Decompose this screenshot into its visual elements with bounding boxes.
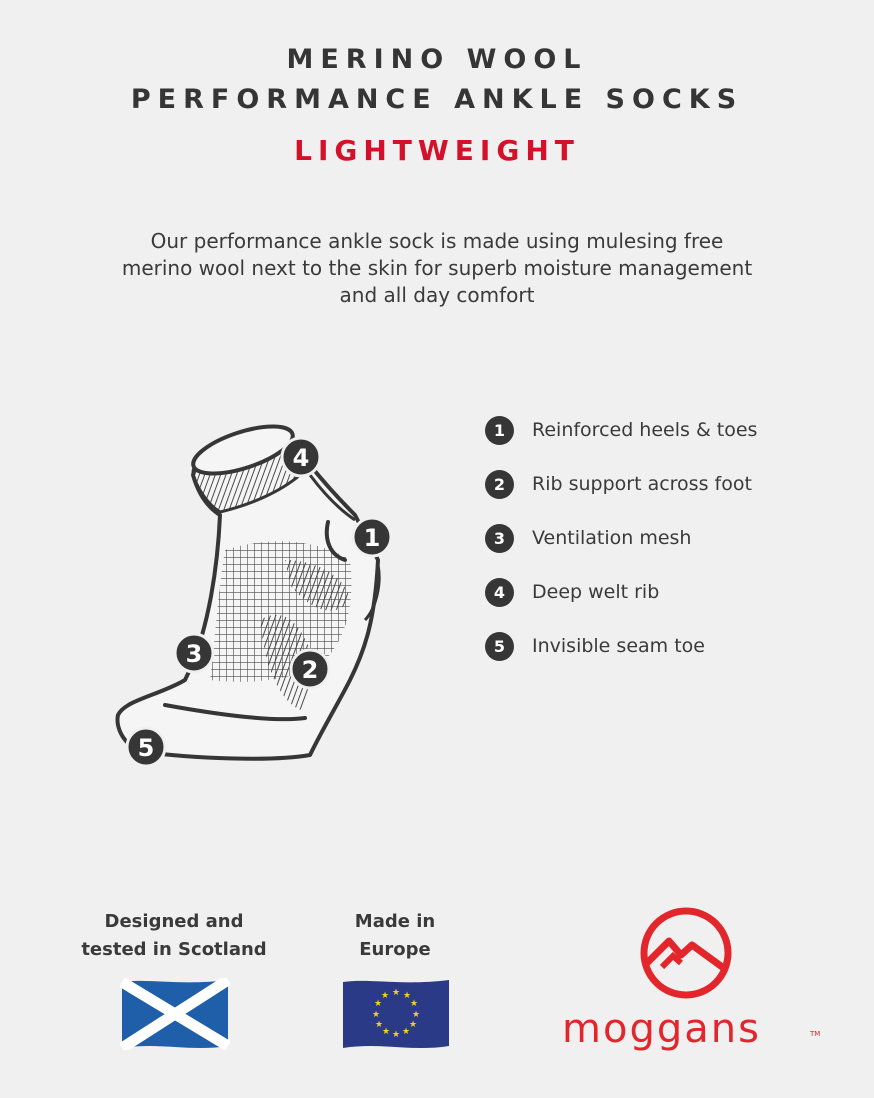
svg-text:★: ★ [381,1027,391,1037]
feature-label: Deep welt rib [532,581,660,603]
svg-text:★: ★ [411,1010,421,1020]
trademark-mark: TM [810,1030,821,1038]
svg-text:★: ★ [391,988,401,998]
svg-text:2: 2 [301,656,319,684]
feature-item [485,619,757,673]
svg-text:★: ★ [371,1010,381,1020]
europe-line-1: Made in [354,911,436,932]
sock-diagram [100,410,440,790]
svg-text:1: 1 [363,524,381,552]
feature-item [485,457,757,511]
callout-4 [282,438,320,476]
feature-label: Invisible seam toe [532,635,705,657]
europe-line-2: Europe [359,939,431,960]
svg-text:★: ★ [391,1030,401,1040]
scotland-line-2: tested in Scotland [81,939,267,960]
title-line-1: MERINO WOOL [286,44,588,75]
svg-text:★: ★ [401,1027,411,1037]
svg-text:★: ★ [409,999,419,1009]
scotland-flag-icon [120,978,230,1050]
svg-text:★: ★ [374,1020,384,1030]
svg-text:★: ★ [408,1020,418,1030]
scotland-line-1: Designed and [104,911,244,932]
callout-1 [353,518,391,556]
feature-number: 1 [485,416,514,445]
feature-label: Ventilation mesh [532,527,692,549]
moggans-logo [557,905,827,1055]
callout-2 [291,650,329,688]
feature-number: 2 [485,470,514,499]
feature-item [485,403,757,457]
eu-flag-icon [341,978,451,1050]
feature-label: Reinforced heels & toes [532,419,758,441]
scotland-badge-label [64,908,284,964]
europe-badge-label [300,908,490,964]
feature-item [485,511,757,565]
feature-item [485,565,757,619]
svg-text:★: ★ [373,999,383,1009]
feature-number: 5 [485,632,514,661]
svg-text:★: ★ [380,991,390,1001]
intro-text: Our performance ankle sock is made using mulesing free merino wool next to the skin for superb moisture management and all day comfort [121,229,753,307]
svg-text:3: 3 [185,640,203,668]
weight-label: LIGHTWEIGHT [294,134,580,167]
feature-number: 4 [485,578,514,607]
feature-label: Rib support across foot [532,473,752,495]
svg-text:★: ★ [402,991,412,1001]
brand-name: moggans [562,1006,761,1052]
svg-text:5: 5 [137,734,155,762]
callout-3 [175,634,213,672]
callout-5 [127,728,165,766]
feature-number: 3 [485,524,514,553]
feature-list [485,403,757,673]
svg-text:4: 4 [292,444,310,472]
title-line-2: PERFORMANCE ANKLE SOCKS [130,84,744,115]
